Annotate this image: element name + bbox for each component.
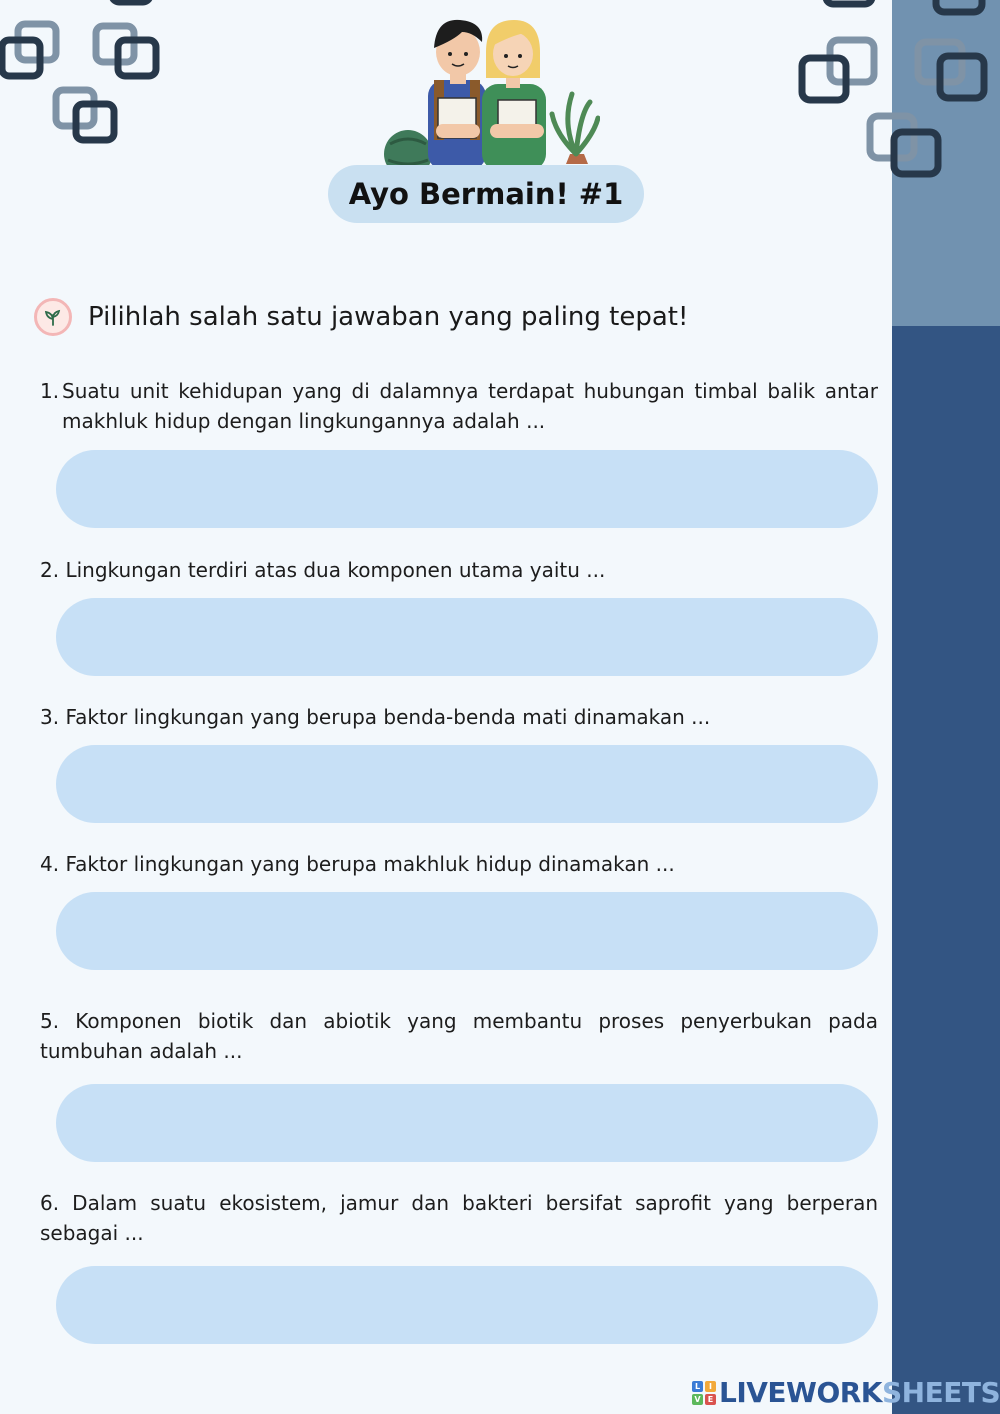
linked-squares-decoration-left: [0, 0, 170, 150]
worksheet-title: Ayo Bermain! #1: [328, 165, 644, 223]
answer-input-5[interactable]: [56, 1084, 878, 1162]
logo-letter-i: I: [705, 1381, 716, 1392]
sprout-icon: [34, 298, 72, 336]
question-1-text: Suatu unit kehidupan yang di dalamnya terdapat hubungan timbal balik antar makhluk hidup dengan lingkungannya adalah ...: [62, 379, 878, 433]
logo-letter-e: E: [705, 1394, 716, 1405]
answer-input-3[interactable]: [56, 745, 878, 823]
logo-letter-l: L: [692, 1381, 703, 1392]
question-6: 6. Dalam suatu ekosistem, jamur dan bakteri bersifat saprofit yang berperan sebagai ...: [40, 1191, 878, 1245]
logo-text-bold: LIVEWORK: [719, 1376, 883, 1409]
instruction-text: Pilihlah salah satu jawaban yang paling tepat!: [88, 302, 689, 332]
liveworksheets-logo: [692, 1376, 1000, 1409]
liveworksheets-logo-icon: [692, 1381, 716, 1405]
question-2: 2. Lingkungan terdiri atas dua komponen utama yaitu ...: [40, 558, 606, 582]
students-illustration: [380, 14, 600, 169]
question-4: 4. Faktor lingkungan yang berupa makhluk hidup dinamakan ...: [40, 852, 675, 876]
question-5: 5. Komponen biotik dan abiotik yang membantu proses penyerbukan pada tumbuhan adalah ...: [40, 1009, 878, 1063]
logo-letter-v: V: [692, 1394, 703, 1405]
answer-input-2[interactable]: [56, 598, 878, 676]
logo-text-light: SHEETS: [882, 1376, 1000, 1409]
answer-input-4[interactable]: [56, 892, 878, 970]
question-1-number: 1.: [40, 379, 60, 403]
sidebar-bottom-band: [892, 326, 1000, 1414]
liveworksheets-wordmark: [719, 1376, 1000, 1409]
linked-squares-decoration-right: [790, 0, 1000, 190]
instruction-row: [34, 294, 688, 340]
answer-input-6[interactable]: [56, 1266, 878, 1344]
question-3: 3. Faktor lingkungan yang berupa benda-benda mati dinamakan ...: [40, 705, 711, 729]
answer-input-1[interactable]: [56, 450, 878, 528]
question-1: [40, 376, 878, 436]
